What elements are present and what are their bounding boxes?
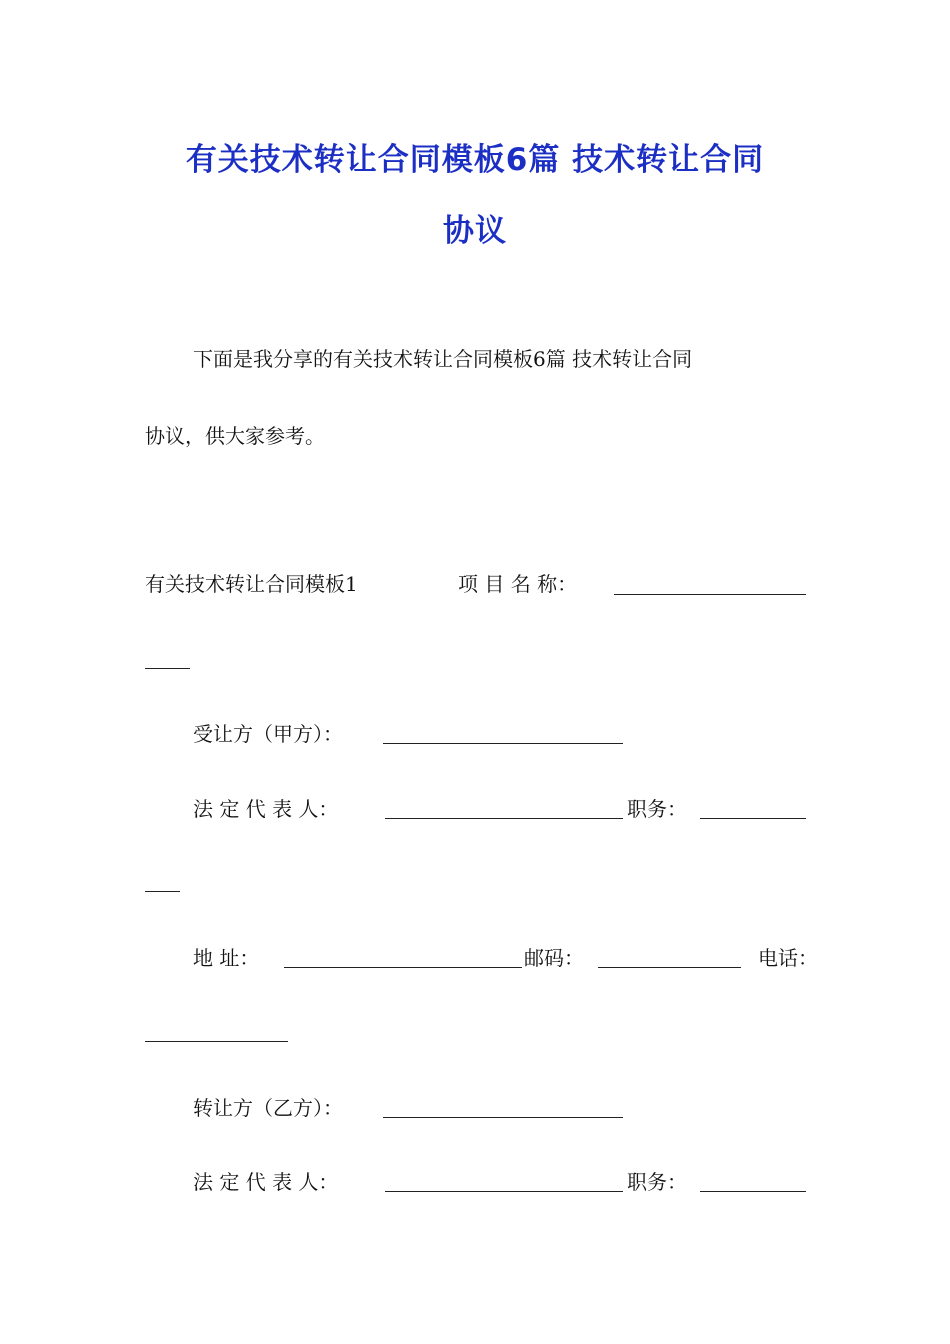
party-b-rep-label: 法 定 代 表 人： — [193, 1170, 339, 1194]
document-title-line-2: 协议 — [443, 213, 507, 249]
party-a-blank — [383, 743, 623, 744]
project-name-label: 项 目 名 称： — [458, 572, 578, 596]
party-a-address-blank — [284, 967, 522, 968]
project-name-blank — [614, 594, 806, 595]
party-b-rep-blank — [385, 1191, 623, 1192]
party-b-position-label: 职务： — [627, 1170, 687, 1194]
party-a-position-blank — [700, 818, 806, 819]
document-title-line-1: 有关技术转让合同模板6篇 技术转让合同 — [185, 142, 765, 178]
party-a-rep-blank — [385, 818, 623, 819]
party-a-rep-label: 法 定 代 表 人： — [193, 797, 339, 821]
party-a-position-blank-continued — [145, 891, 180, 892]
project-name-blank-continued — [145, 668, 190, 669]
party-a-position-label: 职务： — [627, 797, 687, 821]
party-b-label: 转让方（乙方）： — [193, 1096, 343, 1120]
party-a-address-label: 地 址： — [193, 946, 260, 970]
intro-line-2: 协议，供大家参考。 — [145, 424, 325, 448]
party-a-phone-blank — [145, 1041, 288, 1042]
party-a-label: 受让方（甲方）： — [193, 722, 343, 746]
party-b-position-blank — [700, 1191, 806, 1192]
section-heading: 有关技术转让合同模板1 — [145, 572, 358, 596]
party-a-phone-label: 电话： — [758, 946, 818, 970]
party-a-postcode-blank — [598, 967, 741, 968]
intro-line-1: 下面是我分享的有关技术转让合同模板6篇 技术转让合同 — [193, 347, 693, 371]
party-b-blank — [383, 1117, 623, 1118]
party-a-postcode-label: 邮码： — [524, 946, 584, 970]
